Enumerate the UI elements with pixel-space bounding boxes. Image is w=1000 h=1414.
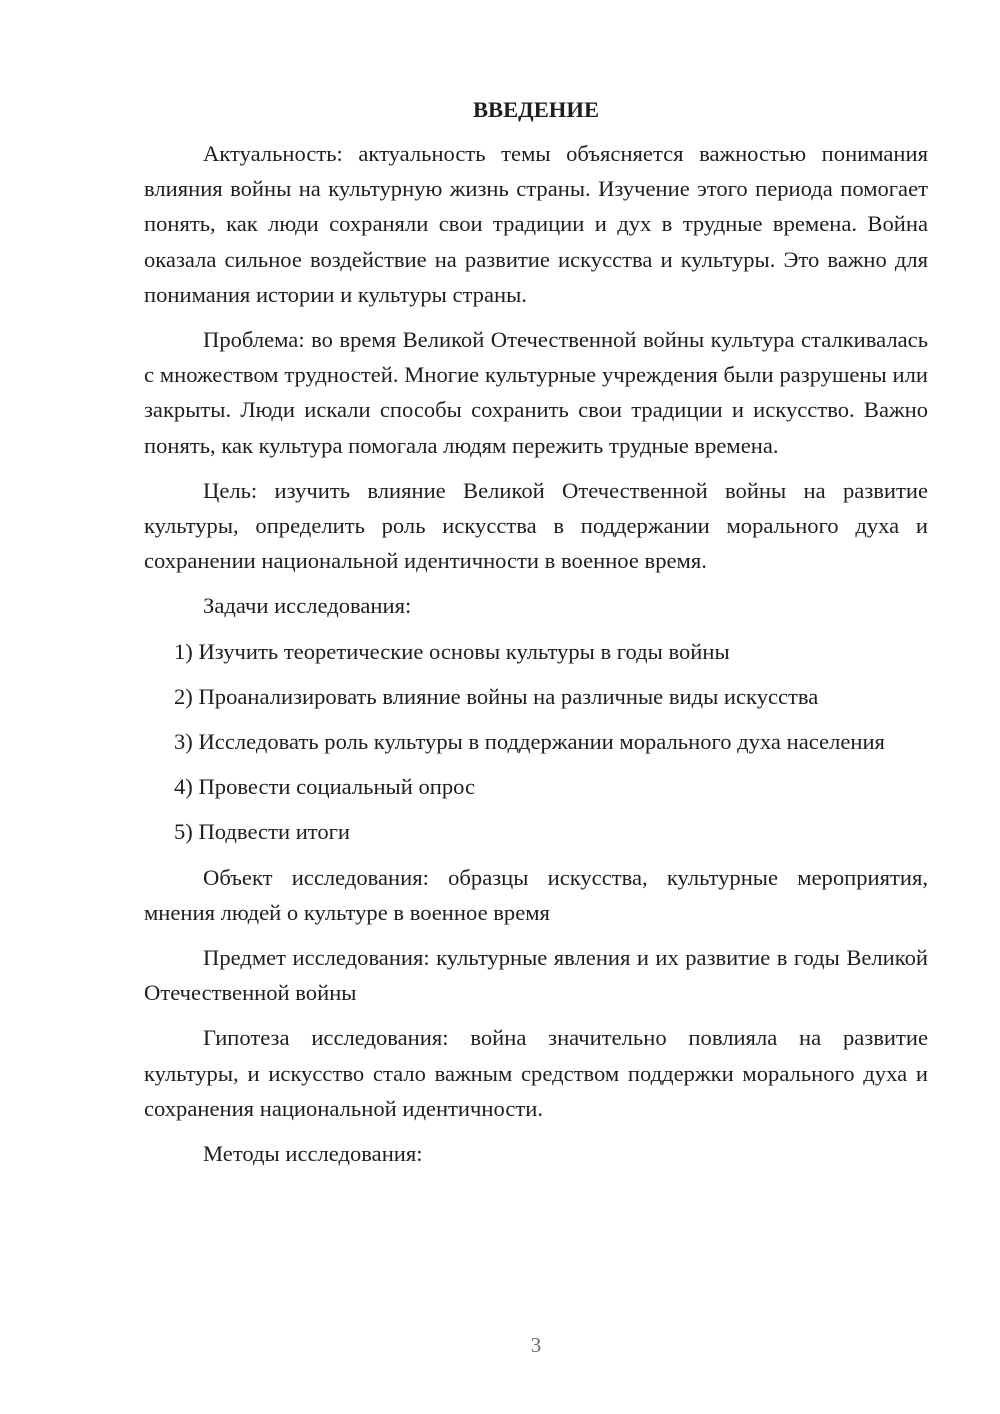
paragraph-tasks-heading: Задачи исследования: <box>203 593 412 619</box>
paragraph-goal: Цель: изучить влияние Великой Отечественной войны на развитие культуры, определить роль искусства в поддержании морального духа и сохранении национальной идентичности в военное время. <box>144 477 928 574</box>
document-body <box>144 92 928 1171</box>
paragraph-hypothesis: Гипотеза исследования: война значительно повлияла на развитие культуры, и искусство стало важным средством поддержки морального духа и сохранения национальной идентичности. <box>144 1025 928 1121</box>
paragraph-problem: Проблема: во время Великой Отечественной войны культура сталкивалась с множеством трудностей. Многие культурные учреждения были разрушены или закрыты. Люди искали способы сохранить свои традиции и искусство. Важно понять, как культура помогала людям пережить трудные времена. <box>144 327 928 458</box>
page-number: 3 <box>530 1333 542 1357</box>
list-item: 2) Проанализировать влияние войны на различные виды искусства <box>174 683 819 709</box>
list-item: 1) Изучить теоретические основы культуры в годы войны <box>174 638 730 664</box>
list-item: 3) Исследовать роль культуры в поддержании морального духа населения <box>174 729 885 755</box>
paragraph-subject: Предмет исследования: культурные явления и их развитие в годы Великой Отечественной войны <box>144 945 928 1006</box>
list-item: 5) Подвести итоги <box>174 819 351 845</box>
paragraph-object: Объект исследования: образцы искусства, культурные мероприятия, мнения людей о культуре в военное время <box>144 864 928 925</box>
list-item: 4) Провести социальный опрос <box>174 774 476 800</box>
paragraph-methods-heading: Методы исследования: <box>203 1141 423 1167</box>
page-title: ВВЕДЕНИЕ <box>472 97 600 122</box>
paragraph-relevance: Актуальность: актуальность темы объясняется важностью понимания влияния войны на культурную жизнь страны. Изучение этого периода помогает понять, как люди сохраняли свои традиции и дух в трудные времена. Война оказала сильное воздействие на развитие искусства и культуры. Это важно для понимания истории и культуры страны. <box>144 141 928 307</box>
tasks-list <box>144 634 928 850</box>
